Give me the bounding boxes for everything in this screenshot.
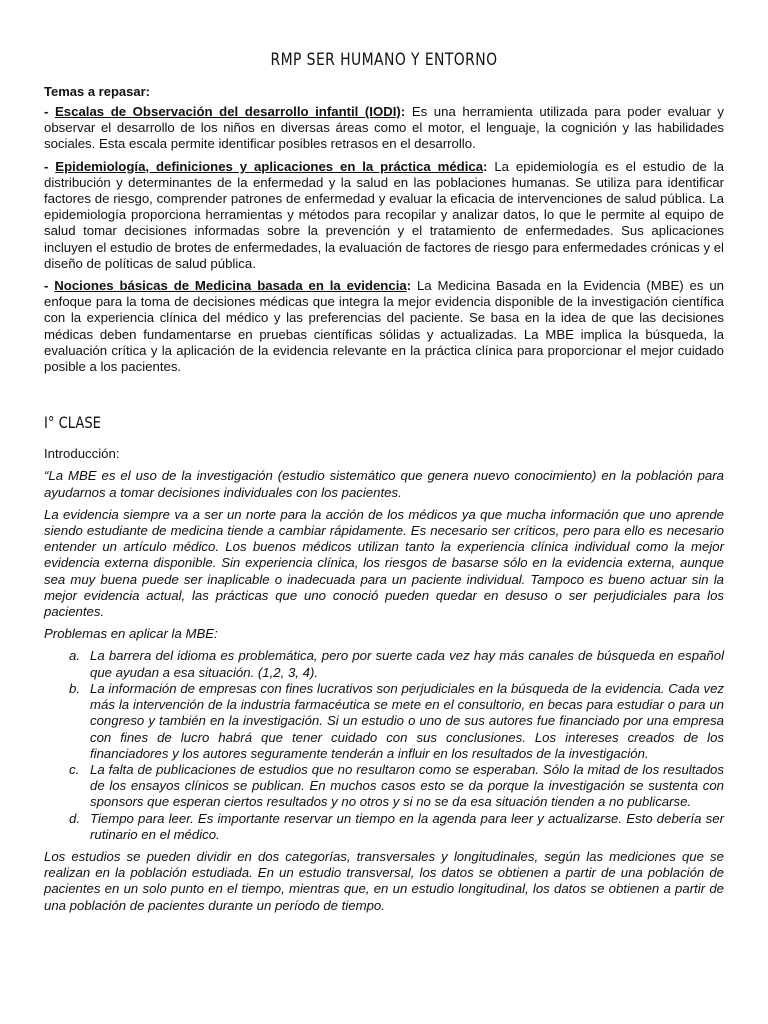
list-marker: c. [69,761,80,777]
page-title: RMP SER HUMANO Y ENTORNO [270,50,498,70]
list-item [69,810,724,843]
topic-body: La epidemiología es el estudio de la distribución y determinantes de la enfermedad y la salud en las poblaciones humanas. Se utiliza para identificar factores de riesgo, comprender patrones de enfermedad y evaluar la eficacia de intervenciones de salud pública. La epidemiología proporciona herramientas y métodos para recopilar y analizar datos, lo que le permite al equipo de salud tomar decisiones informadas sobre la prevención y el tratamiento de enfermedades. Sus aplicaciones incluyen el estudio de brotes de enfermedades, la evaluación de factores de riesgo para enfermedades crónicas y el diseño de políticas de salud pública. [44,158,725,271]
topic-colon: : [400,104,406,119]
problems-label: Problemas en aplicar la MBE: [44,626,218,642]
topic-lead [44,104,405,119]
list-item [69,680,724,762]
list-item-text: La información de empresas con fines lucrativos son perjudiciales en la búsqueda de la evidencia. Cada vez más la intervención de la industria farmacéutica se mete en el consultorio, en becas para estudiar o para un congreso y también en la investigación. Si un estudio o uno de sus autores fue financiado por una empresa con fines de lucro habrá que tener cuidado con sus conclusiones. Los intereses creados de los financiadores y los autores seguramente tenderán a influir en los resultados de la investigación. [90,680,724,761]
list-marker: b. [69,680,80,696]
intro-label: Introducción: [44,446,120,462]
temas-label: Temas a repasar: [44,84,150,99]
topic-paragraph-epidemiologia [44,159,724,272]
list-marker: d. [69,810,80,826]
topic-prefix: - [44,158,56,174]
topic-lead [44,159,487,174]
topic-colon: : [483,158,488,174]
topic-lead [44,278,411,293]
topic-heading: Escalas de Observación del desarrollo infantil (IODI) [54,104,401,119]
problems-list [44,648,724,842]
topic-prefix: - [44,278,55,294]
list-item [69,761,724,811]
topic-body: Es una herramienta utilizada para poder evaluar y observar el desarrollo de los niños en diversas áreas como el motor, el lenguaje, la cognición y las habilidades sociales. Esta escala permite identificar posibles retrasos en el desarrollo. [44,104,725,152]
list-item-text: La falta de publicaciones de estudios que no resultaron como se esperaban. Sólo la mitad de los resultados de los ensayos clínicos se publican. En muchos casos esto se da porque la investigación se sustenta con sponsors que esperan ciertos resultados y no otros y si no se da esa situación tienden a no publicarse. [90,761,724,810]
list-marker: a. [69,648,80,664]
studies-paragraph: Los estudios se pueden dividir en dos categorías, transversales y longitudinales, según las mediciones que se realizan en la población estudiada. En un estudio transversal, los datos se obtienen a partir de una población de pacientes en un solo punto en el tiempo, mientras que, en un estudio longitudinal, los datos se obtienen a partir de una población de pacientes durante un período de tiempo. [44,848,724,913]
list-item-text: Tiempo para leer. Es importante reservar un tiempo en la agenda para leer y actualizarse. Esto debería ser rutinario en el médico. [90,810,724,842]
section-heading-clase: I° CLASE [44,413,101,433]
topic-colon: : [406,278,412,294]
topic-paragraph-iodi [44,104,724,153]
evidence-paragraph: La evidencia siempre va a ser un norte para la acción de los médicos ya que mucha información que uno aprende siendo estudiante de medicina tiende a cambiar rápidamente. Es necesario ser críticos, pero para ello es necesario entender un artículo médico. Los buenos médicos utilizan tanto la experiencia clínica individual como la mejor evidencia externa disponible. Sin experiencia clínica, los riesgos de basarse sólo en la evidencia externa, aunque sea muy buena puede ser inaplicable o inadecuada para un paciente individual. Tampoco es bueno actuar sin la mejor evidencia actual, las prácticas que uno conoció pueden quedar en desuso o ser perjudiciales para los pacientes. [44,506,724,620]
topic-prefix: - [44,104,55,119]
topic-heading: Nociones básicas de Medicina basada en la evidencia [54,278,407,294]
list-item [69,648,724,680]
quote-paragraph: “La MBE es el uso de la investigación (estudio sistemático que genera nuevo conocimiento) en la población para ayudarnos a tomar decisiones individuales con los pacientes. [44,468,724,500]
list-item-text: La barrera del idioma es problemática, pero por suerte cada vez hay más canales de búsqueda en español que ayudan a esa situación. (1,2, 3, 4). [90,648,724,680]
topic-body: La Medicina Basada en la Evidencia (MBE) es un enfoque para la toma de decisiones médicas que integra la mejor evidencia disponible de la investigación científica con la experiencia clínica del médico y las preferencias del paciente. Se basa en la idea de que las decisiones médicas deben fundamentarse en pruebas científicas sólidas y actualizadas. La MBE implica la búsqueda, la evaluación crítica y la aplicación de la evidencia relevante en la práctica clínica para proporcionar el mejor cuidado posible a los pacientes. [44,278,724,375]
topic-heading: Epidemiología, definiciones y aplicaciones en la práctica médica [55,158,484,174]
topic-paragraph-mbe [44,278,724,375]
